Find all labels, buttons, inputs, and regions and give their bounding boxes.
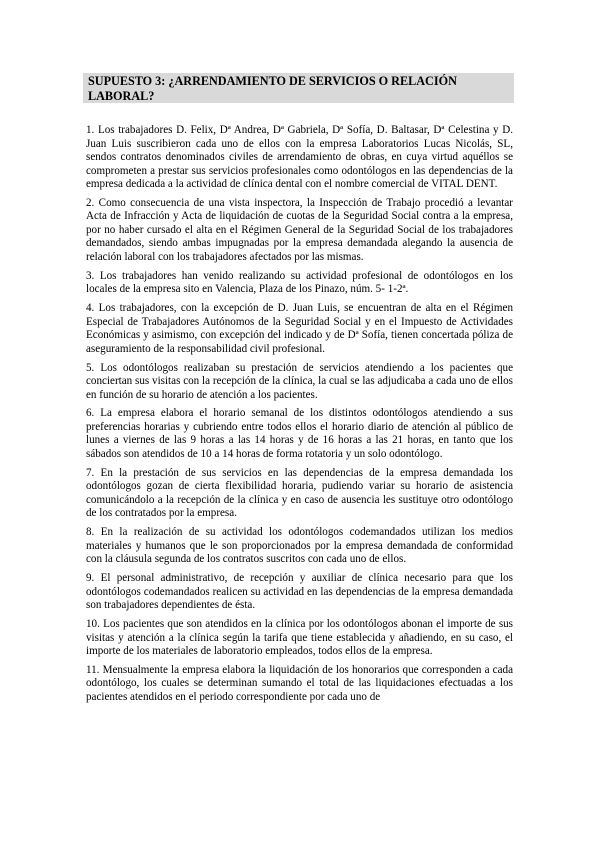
paragraph-9: 9. El personal administrativo, de recepción y auxiliar de clínica necesario para que los odontólogos codemandados realicen su actividad en las dependencias de la empresa demandada son trabajadores dependientes de ésta.: [86, 572, 513, 612]
document-title: SUPUESTO 3: ¿ARRENDAMIENTO DE SERVICIOS O RELACIÓN LABORAL?: [88, 74, 457, 103]
paragraph-4: 4. Los trabajadores, con la excepción de D. Juan Luis, se encuentran de alta en el Régimen Especial de Trabajadores Autónomos de la Seguridad Social y en el Impuesto de Actividades Económicas y asimismo, con excepción del indicado y de Dª Sofía, tienen concertada póliza de aseguramiento de la responsabilidad civil profesional.: [86, 302, 513, 355]
paragraph-1: 1. Los trabajadores D. Felix, Dª Andrea, Dª Gabriela, Dª Sofía, D. Baltasar, Dª Celestina y D. Juan Luis suscribieron cada uno de ellos con la empresa Laboratorios Lucas Nicolás, SL, sendos contratos denominados civiles de arrendamiento de obras, en cuya virtud aquéllos se comprometen a prestar sus servicios profesionales como odontólogos en las dependencias de la empresa dedicada a la actividad de clínica dental con el nombre comercial de VITAL DENT.: [86, 124, 513, 190]
paragraph-3: 3. Los trabajadores han venido realizando su actividad profesional de odontólogos en los locales de la empresa sito en Valencia, Plaza de los Pinazo, núm. 5- 1-2ª.: [86, 269, 513, 296]
paragraph-2: 2. Como consecuencia de una vista inspectora, la Inspección de Trabajo procedió a levantar Acta de Infracción y Acta de liquidación de cuotas de la Seguridad Social contra a la empresa, por no haber cursado el alta en el Régimen General de la Seguridad Social de los trabajadores demandados, siendo ambas impugnadas por la empresa demandada alegando la ausencia de relación laboral con los trabajadores afectados por las mismas.: [86, 196, 513, 263]
paragraph-10: 10. Los pacientes que son atendidos en la clínica por los odontólogos abonan el importe de sus visitas y atención a la clínica según la tarifa que tiene establecida y añadiendo, en su caso, el importe de los materiales de laboratorio empleados, todos ellos de la empresa.: [86, 618, 513, 658]
paragraph-7: 7. En la prestación de sus servicios en las dependencias de la empresa demandada los odontólogos gozan de cierta flexibilidad horaria, pudiendo variar su horario de asistencia comunicándolo a la recepción de la clínica y en caso de ausencia les sustituye otro odontólogo de los contratados por la empresa.: [86, 466, 513, 520]
document-body: [86, 124, 513, 710]
paragraph-5: 5. Los odontólogos realizaban su prestación de servicios atendiendo a los pacientes que conciertan sus visitas con la recepción de la clínica, la cual se las adjudicaba a cada uno de ellos en función de su horario de atención a los pacientes.: [86, 361, 513, 401]
paragraph-11: 11. Mensualmente la empresa elabora la liquidación de los honorarios que corresponden a cada odontólogo, los cuales se determinan sumando el total de las liquidaciones efectuadas a los pacientes atendidos en el periodo correspondiente por cada uno de: [86, 663, 513, 703]
paragraph-8: 8. En la realización de su actividad los odontólogos codemandados utilizan los medios materiales y humanos que le son proporcionados por la empresa demandada de conformidad con la cláusula segunda de los contratos suscritos con cada uno de ellos.: [86, 526, 513, 566]
paragraph-6: 6. La empresa elabora el horario semanal de los distintos odontólogos atendiendo a sus preferencias horarias y cubriendo entre todos ellos el horario diario de atención al público de lunes a viernes de las 9 horas a las 14 horas y de 16 horas a las 21 horas, en tanto que los sábados son atendidos de 10 a 14 horas de forma rotatoria y un solo odontólogo.: [86, 407, 513, 460]
